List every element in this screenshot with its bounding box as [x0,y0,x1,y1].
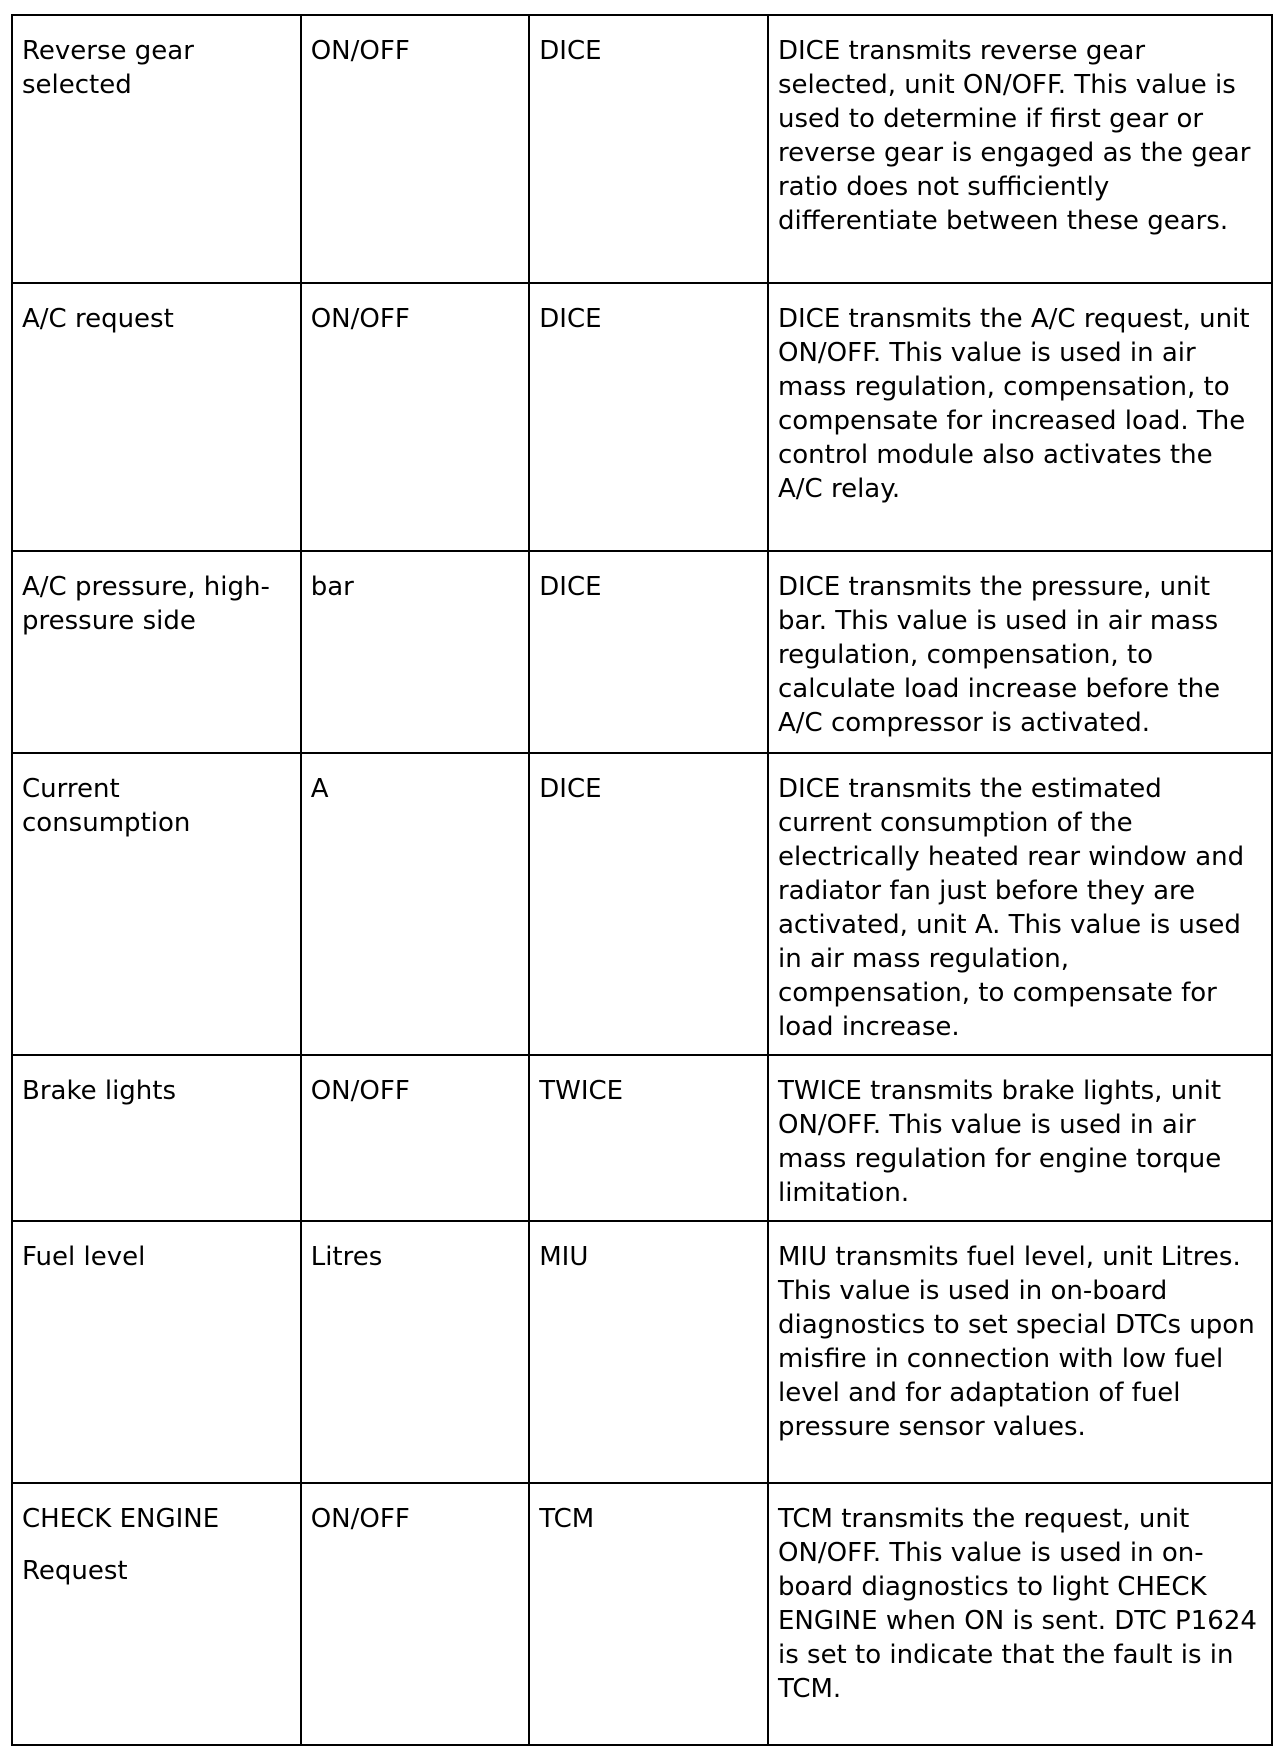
description-cell: TCM transmits the request, unit ON/OFF. This value is used in on-board diagnostics to light CHECK ENGINE when ON is sent. DTC P1624 is set to indicate that the fault is in TCM. [768,1483,1272,1745]
parameter-cell: A/C request [12,283,301,551]
unit-cell: ON/OFF [301,1483,530,1745]
source-cell: MIU [529,1221,768,1483]
unit-cell: ON/OFF [301,1055,530,1221]
unit-cell: Litres [301,1221,530,1483]
unit-cell: ON/OFF [301,283,530,551]
table-row [12,15,1272,283]
table-row [12,753,1272,1055]
table-row [12,283,1272,551]
parameter-cell [12,1483,301,1745]
table-row [12,1483,1272,1745]
description-cell: DICE transmits the estimated current consumption of the electrically heated rear window and radiator fan just before they are activated, unit A. This value is used in air mass regulation, compensation, to compensate for load increase. [768,753,1272,1055]
description-cell: MIU transmits fuel level, unit Litres. This value is used in on-board diagnostics to set special DTCs upon misfire in connection with low fuel level and for adaptation of fuel pressure sensor values. [768,1221,1272,1483]
source-cell: TWICE [529,1055,768,1221]
source-cell: TCM [529,1483,768,1745]
source-cell: DICE [529,15,768,283]
description-cell: DICE transmits the A/C request, unit ON/OFF. This value is used in air mass regulation, compensation, to compensate for increased load. The control module also activates the A/C relay. [768,283,1272,551]
description-cell: TWICE transmits brake lights, unit ON/OFF. This value is used in air mass regulation for engine torque limitation. [768,1055,1272,1221]
description-cell: DICE transmits reverse gear selected, unit ON/OFF. This value is used to determine if first gear or reverse gear is engaged as the gear ratio does not sufficiently differentiate between these gears. [768,15,1272,283]
unit-cell: ON/OFF [301,15,530,283]
source-cell: DICE [529,283,768,551]
table-row [12,551,1272,753]
table-row [12,1221,1272,1483]
source-cell: DICE [529,551,768,753]
table-row [12,1055,1272,1221]
description-cell: DICE transmits the pressure, unit bar. This value is used in air mass regulation, compensation, to calculate load increase before the A/C compressor is activated. [768,551,1272,753]
unit-cell: A [301,753,530,1055]
unit-cell: bar [301,551,530,753]
parameter-line-2: Request [22,1556,128,1586]
signal-table [11,14,1273,1746]
parameter-cell: Brake lights [12,1055,301,1221]
parameter-cell: Fuel level [12,1221,301,1483]
source-cell: DICE [529,753,768,1055]
parameter-cell: Current consumption [12,753,301,1055]
parameter-cell: Reverse gear selected [12,15,301,283]
parameter-line-1: CHECK ENGINE [22,1504,220,1534]
parameter-cell: A/C pressure, high-pressure side [12,551,301,753]
